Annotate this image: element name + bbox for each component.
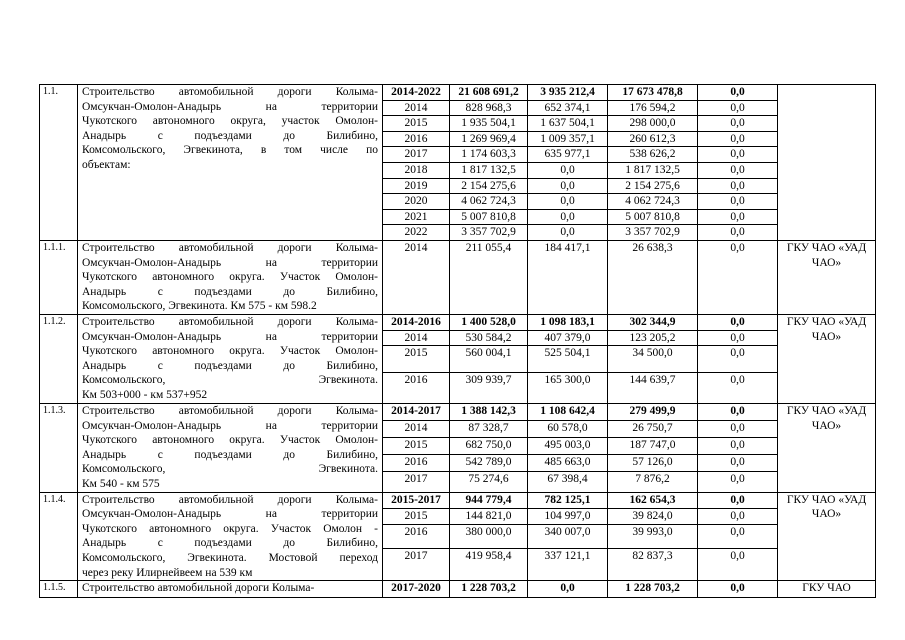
regional-budget-cell: 34 500,0 (608, 346, 698, 373)
federal-budget-cell: 1 098 183,1 (528, 314, 608, 330)
regional-budget-cell: 1 228 703,2 (608, 581, 698, 598)
item-description (78, 404, 383, 493)
total-cell: 1 269 969,4 (450, 131, 528, 147)
other-sources-cell: 0,0 (698, 116, 778, 132)
other-sources-cell: 0,0 (698, 581, 778, 598)
item-number: 1.1.2. (40, 314, 78, 403)
total-cell: 380 000,0 (450, 524, 528, 549)
year-cell: 2017 (383, 549, 450, 581)
description-line: Строительство автомобильной дороги Колыма- (82, 582, 315, 595)
total-cell: 419 958,4 (450, 549, 528, 581)
other-sources-cell: 0,0 (698, 421, 778, 438)
other-sources-cell: 0,0 (698, 330, 778, 346)
regional-budget-cell: 162 654,3 (608, 492, 698, 508)
table-row (40, 492, 876, 508)
federal-budget-cell: 3 935 212,4 (528, 85, 608, 101)
regional-budget-cell: 279 499,9 (608, 404, 698, 421)
item-description (78, 240, 383, 314)
regional-budget-cell: 26 638,3 (608, 240, 698, 314)
federal-budget-cell: 525 504,1 (528, 346, 608, 373)
description-line: Комсомольского, Эгвекинота. Мостовой переход (82, 552, 378, 565)
federal-budget-cell: 407 379,0 (528, 330, 608, 346)
description-line: объектам: (82, 158, 131, 171)
regional-budget-cell: 82 837,3 (608, 549, 698, 581)
description-line: Омсукчан-Омолон-Анадырь на территории (82, 256, 378, 269)
executor-cell: ГКУ ЧАО «УАД ЧАО» (778, 314, 876, 403)
year-cell: 2016 (383, 455, 450, 472)
total-cell: 944 779,4 (450, 492, 528, 508)
item-number: 1.1.1. (40, 240, 78, 314)
year-cell: 2015 (383, 116, 450, 132)
description-line: Комсомольского, Эгвекинота. (82, 463, 378, 476)
total-cell: 5 007 810,8 (450, 209, 528, 225)
federal-budget-cell: 652 374,1 (528, 100, 608, 116)
total-cell: 309 939,7 (450, 373, 528, 404)
table-row (40, 85, 876, 101)
federal-budget-cell: 67 398,4 (528, 471, 608, 492)
total-cell: 211 055,4 (450, 240, 528, 314)
item-description (78, 85, 383, 241)
year-cell: 2014-2022 (383, 85, 450, 101)
total-cell: 542 789,0 (450, 455, 528, 472)
description-line: Омсукчан-Омолон-Анадырь на территории (82, 330, 378, 343)
regional-budget-cell: 7 876,2 (608, 471, 698, 492)
regional-budget-cell: 144 639,7 (608, 373, 698, 404)
federal-budget-cell: 0,0 (528, 225, 608, 241)
regional-budget-cell: 298 000,0 (608, 116, 698, 132)
description-line: через реку Илирнейвеем на 539 км (82, 566, 253, 579)
description-line: Омсукчан-Омолон-Анадырь на территории (82, 419, 378, 432)
total-cell: 530 584,2 (450, 330, 528, 346)
total-cell: 2 154 275,6 (450, 178, 528, 194)
total-cell: 828 968,3 (450, 100, 528, 116)
other-sources-cell: 0,0 (698, 162, 778, 178)
item-description (78, 492, 383, 581)
other-sources-cell: 0,0 (698, 471, 778, 492)
year-cell: 2020 (383, 194, 450, 210)
other-sources-cell: 0,0 (698, 209, 778, 225)
description-line: Строительство автомобильной дороги Колыма- (82, 315, 378, 328)
item-number: 1.1.3. (40, 404, 78, 493)
other-sources-cell: 0,0 (698, 455, 778, 472)
year-cell: 2014-2016 (383, 314, 450, 330)
description-line: Чукотского автономного округа. Участок Омолон- (82, 434, 378, 447)
table-row (40, 314, 876, 330)
year-cell: 2014 (383, 421, 450, 438)
description-line: Км 540 - км 575 (82, 478, 160, 491)
regional-budget-cell: 302 344,9 (608, 314, 698, 330)
description-line: Строительство автомобильной дороги Колыма- (82, 405, 378, 418)
other-sources-cell: 0,0 (698, 404, 778, 421)
description-line: Анадырь с подъездами до Билибино, (82, 448, 378, 461)
description-line: Строительство автомобильной дороги Колыма- (82, 493, 378, 506)
description-line: Анадырь с подъездами до Билибино, (82, 359, 378, 372)
description-line: Омсукчан-Омолон-Анадырь на территории (82, 100, 378, 113)
item-description (78, 581, 383, 598)
regional-budget-cell: 39 824,0 (608, 508, 698, 524)
federal-budget-cell: 0,0 (528, 209, 608, 225)
total-cell: 1 817 132,5 (450, 162, 528, 178)
year-cell: 2014 (383, 240, 450, 314)
description-line: Чукотского автономного округа. Участок Омолон- (82, 345, 378, 358)
year-cell: 2015-2017 (383, 492, 450, 508)
other-sources-cell: 0,0 (698, 314, 778, 330)
other-sources-cell: 0,0 (698, 508, 778, 524)
total-cell: 560 004,1 (450, 346, 528, 373)
year-cell: 2022 (383, 225, 450, 241)
year-cell: 2017 (383, 147, 450, 163)
item-description (78, 314, 383, 403)
other-sources-cell: 0,0 (698, 178, 778, 194)
table-row (40, 404, 876, 421)
description-line: Строительство автомобильной дороги Колыма- (82, 86, 378, 98)
year-cell: 2019 (383, 178, 450, 194)
total-cell: 1 935 504,1 (450, 116, 528, 132)
other-sources-cell: 0,0 (698, 100, 778, 116)
description-line: Строительство автомобильной дороги Колыма- (82, 241, 378, 254)
other-sources-cell: 0,0 (698, 373, 778, 404)
federal-budget-cell: 495 003,0 (528, 438, 608, 455)
description-line: Чукотского автономного округа, участок Омолон- (82, 115, 378, 128)
total-cell: 3 357 702,9 (450, 225, 528, 241)
year-cell: 2021 (383, 209, 450, 225)
executor-cell: ГКУ ЧАО «УАД ЧАО» (778, 492, 876, 581)
total-cell: 144 821,0 (450, 508, 528, 524)
description-line: Комсомольского, Эгвекинота, в том числе по (82, 144, 378, 157)
description-line: Анадырь с подъездами до Билибино, (82, 129, 378, 142)
other-sources-cell: 0,0 (698, 85, 778, 101)
executor-cell: ГКУ ЧАО (778, 581, 876, 598)
description-line: Анадырь с подъездами до Билибино, (82, 285, 378, 298)
regional-budget-cell: 538 626,2 (608, 147, 698, 163)
year-cell: 2017-2020 (383, 581, 450, 598)
description-line: Комсомольского, Эгвекинота. Км 575 - км 598.2 (82, 300, 317, 313)
regional-budget-cell: 3 357 702,9 (608, 225, 698, 241)
federal-budget-cell: 0,0 (528, 194, 608, 210)
other-sources-cell: 0,0 (698, 549, 778, 581)
total-cell: 1 400 528,0 (450, 314, 528, 330)
year-cell: 2015 (383, 508, 450, 524)
executor-cell (778, 85, 876, 241)
executor-cell: ГКУ ЧАО «УАД ЧАО» (778, 404, 876, 493)
total-cell: 1 174 603,3 (450, 147, 528, 163)
regional-budget-cell: 57 126,0 (608, 455, 698, 472)
total-cell: 1 388 142,3 (450, 404, 528, 421)
total-cell: 4 062 724,3 (450, 194, 528, 210)
year-cell: 2015 (383, 438, 450, 455)
executor-cell: ГКУ ЧАО «УАД ЧАО» (778, 240, 876, 314)
regional-budget-cell: 26 750,7 (608, 421, 698, 438)
item-number: 1.1. (40, 85, 78, 241)
item-number: 1.1.5. (40, 581, 78, 598)
total-cell: 1 228 703,2 (450, 581, 528, 598)
year-cell: 2016 (383, 131, 450, 147)
other-sources-cell: 0,0 (698, 131, 778, 147)
federal-budget-cell: 0,0 (528, 581, 608, 598)
description-line: Омсукчан-Омолон-Анадырь на территории (82, 508, 378, 521)
other-sources-cell: 0,0 (698, 225, 778, 241)
description-line: Км 503+000 - км 537+952 (82, 388, 208, 401)
description-line: Чукотского автономного округа. Участок Омолон - (82, 522, 378, 535)
other-sources-cell: 0,0 (698, 147, 778, 163)
other-sources-cell: 0,0 (698, 346, 778, 373)
year-cell: 2018 (383, 162, 450, 178)
regional-budget-cell: 5 007 810,8 (608, 209, 698, 225)
year-cell: 2016 (383, 524, 450, 549)
regional-budget-cell: 187 747,0 (608, 438, 698, 455)
regional-budget-cell: 4 062 724,3 (608, 194, 698, 210)
year-cell: 2014 (383, 100, 450, 116)
federal-budget-cell: 1 009 357,1 (528, 131, 608, 147)
regional-budget-cell: 17 673 478,8 (608, 85, 698, 101)
year-cell: 2014-2017 (383, 404, 450, 421)
regional-budget-cell: 1 817 132,5 (608, 162, 698, 178)
federal-budget-cell: 337 121,1 (528, 549, 608, 581)
federal-budget-cell: 485 663,0 (528, 455, 608, 472)
regional-budget-cell: 123 205,2 (608, 330, 698, 346)
total-cell: 682 750,0 (450, 438, 528, 455)
year-cell: 2015 (383, 346, 450, 373)
table-row (40, 240, 876, 314)
federal-budget-cell: 1 108 642,4 (528, 404, 608, 421)
program-table (39, 84, 876, 598)
federal-budget-cell: 635 977,1 (528, 147, 608, 163)
total-cell: 87 328,7 (450, 421, 528, 438)
federal-budget-cell: 782 125,1 (528, 492, 608, 508)
regional-budget-cell: 260 612,3 (608, 131, 698, 147)
federal-budget-cell: 1 637 504,1 (528, 116, 608, 132)
regional-budget-cell: 2 154 275,6 (608, 178, 698, 194)
federal-budget-cell: 340 007,0 (528, 524, 608, 549)
federal-budget-cell: 104 997,0 (528, 508, 608, 524)
description-line: Анадырь с подъездами до Билибино, (82, 537, 378, 550)
other-sources-cell: 0,0 (698, 438, 778, 455)
regional-budget-cell: 176 594,2 (608, 100, 698, 116)
year-cell: 2014 (383, 330, 450, 346)
other-sources-cell: 0,0 (698, 240, 778, 314)
description-line: Комсомольского, Эгвекинота. (82, 374, 378, 387)
other-sources-cell: 0,0 (698, 194, 778, 210)
federal-budget-cell: 184 417,1 (528, 240, 608, 314)
federal-budget-cell: 0,0 (528, 162, 608, 178)
table-row (40, 581, 876, 598)
other-sources-cell: 0,0 (698, 492, 778, 508)
federal-budget-cell: 60 578,0 (528, 421, 608, 438)
item-number: 1.1.4. (40, 492, 78, 581)
regional-budget-cell: 39 993,0 (608, 524, 698, 549)
other-sources-cell: 0,0 (698, 524, 778, 549)
federal-budget-cell: 165 300,0 (528, 373, 608, 404)
total-cell: 21 608 691,2 (450, 85, 528, 101)
description-line: Чукотского автономного округа. Участок Омолон- (82, 271, 378, 284)
total-cell: 75 274,6 (450, 471, 528, 492)
year-cell: 2017 (383, 471, 450, 492)
year-cell: 2016 (383, 373, 450, 404)
federal-budget-cell: 0,0 (528, 178, 608, 194)
